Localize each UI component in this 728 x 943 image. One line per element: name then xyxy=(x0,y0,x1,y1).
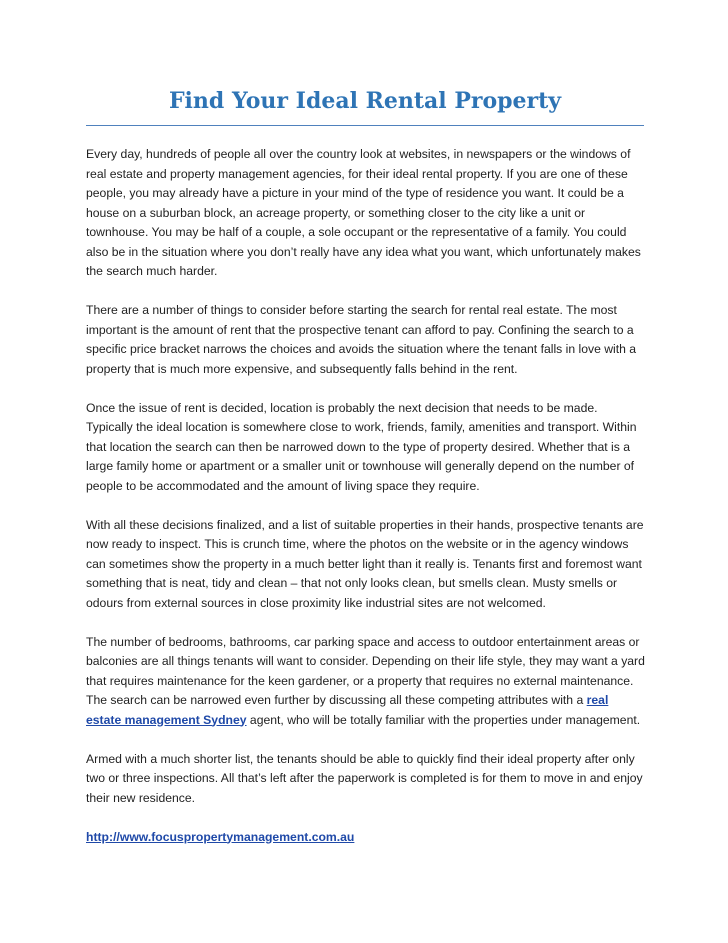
paragraph-2: There are a number of things to consider before starting the search for rental real estate. The most important is the amount of rent that the prospective tenant can afford to pay. Confining the search to a specific price bracket narrows the choices and avoids the situation where the tenant falls in love with a property that is much more expensive, and subsequently falls behind in the rent. xyxy=(86,303,637,376)
paragraph-5-text-before-link: The number of bedrooms, bathrooms, car parking space and access to outdoor entertainment areas or balconies are all things tenants will want to consider. Depending on their life style, they may want a yard that requires maintenance for the keen gardener, or a property that requires no external maintenance. The search can be narrowed even further by discussing all these competing attributes with a xyxy=(86,634,645,707)
document-body xyxy=(86,145,646,867)
paragraph-5-text-after-link: agent, who will be totally familiar with the properties under management. xyxy=(246,712,641,727)
title-underline-rule xyxy=(86,125,644,126)
paragraph-6: Armed with a much shorter list, the tenants should be able to quickly find their ideal property after only two or three inspections. All that’s left after the paperwork is completed is for them to move in and enjoy their new residence. xyxy=(86,751,643,805)
paragraph-1: Every day, hundreds of people all over the country look at websites, in newspapers or the windows of real estate and property management agencies, for their ideal rental property. If you are one of these people, you may already have a picture in your mind of the type of residence you want. It could be a house on a suburban block, an acreage property, or something closer to the city like a unit or townhouse. You may be half of a couple, a sole occupant or the representative of a family. You could also be in the situation where you don’t really have any idea what you want, which unfortunately makes the search much harder. xyxy=(86,147,641,278)
paragraph-5 xyxy=(86,633,646,731)
website-url-link[interactable]: http://www.focuspropertymanagement.com.au xyxy=(86,829,355,844)
real-estate-management-sydney-link[interactable]: real estate management Sydney xyxy=(86,693,609,727)
paragraph-3: Once the issue of rent is decided, location is probably the next decision that needs to be made. Typically the ideal location is somewhere close to work, friends, family, amenities and transport. Within that location the search can then be narrowed down to the type of property desired. Whether that is a large family home or apartment or a smaller unit or townhouse will generally depend on the number of people to be accommodated and the amount of living space they require. xyxy=(86,400,637,493)
footer-link-paragraph xyxy=(86,828,646,848)
paragraph-4: With all these decisions finalized, and a list of suitable properties in their hands, prospective tenants are now ready to inspect. This is crunch time, where the photos on the website or in the agency windows can sometimes show the property in a much better light than it really is. Tenants first and foremost want something that is neat, tidy and clean – that not only looks clean, but smells clean. Musty smells or odours from external sources in close proximity like industrial sites are not welcomed. xyxy=(86,517,644,610)
document-title: Find Your Ideal Rental Property xyxy=(168,88,562,114)
